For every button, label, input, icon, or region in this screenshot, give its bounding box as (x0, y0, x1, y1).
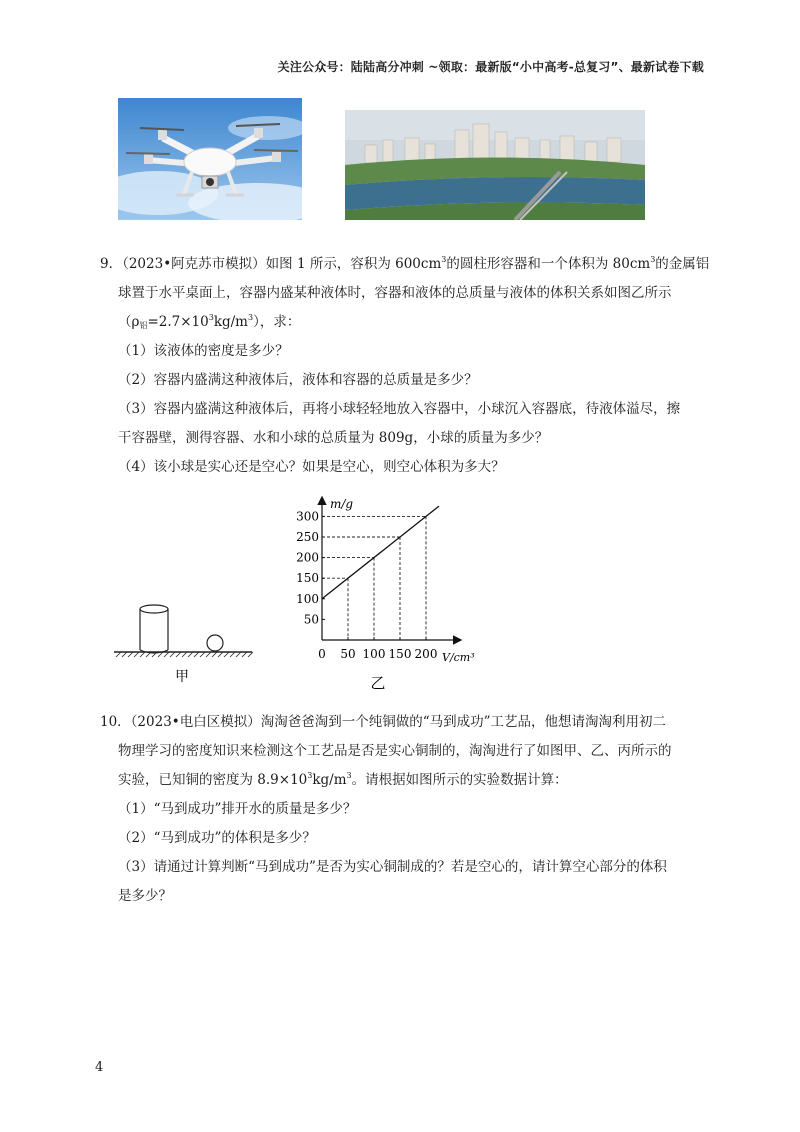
y-tick-label: 200 (296, 550, 319, 565)
q10-sub-question-3-line-2: 是多少？ (118, 888, 172, 904)
table-surface (114, 652, 253, 657)
x-tick-label: 200 (414, 647, 438, 661)
question-10 (100, 708, 710, 911)
drone-photo (118, 98, 302, 220)
y-tick-label: 50 (303, 612, 319, 627)
q10-sub-question-1: （1）“马到成功”排开水的质量是多少？ (118, 801, 357, 817)
y-axis-label: m/g (330, 497, 354, 511)
x-tick-label: 100 (362, 647, 386, 661)
figure-yi-graph (288, 490, 488, 690)
x-tick-label: 50 (340, 647, 356, 661)
city-river-aerial-photo (345, 110, 645, 220)
cylinder-container (140, 605, 168, 653)
q9-line-3: $(\rho_铝=2.7\times 10^3kg/m^3)$，求： (118, 313, 301, 330)
mass-volume-line (322, 506, 439, 599)
page-number: 4 (95, 1060, 104, 1075)
q9-line-1: 9．（2023•阿克苏市模拟）如图 1 所示，容积为 $600cm^3$的圆柱形容器和一个体积为 $80cm^3$的金属铝 (100, 255, 710, 272)
y-tick-label: 150 (296, 571, 319, 586)
q9-sub-question-3-line-2: 干容器壁，测得容器、水和小球的总质量为 809g，小球的质量为多少？ (118, 430, 549, 446)
q10-sub-question-2: （2）“马到成功”的体积是多少？ (118, 830, 316, 846)
q9-sub-question-2: （2）容器内盛满这种液体后，液体和容器的总质量是多少？ (118, 372, 478, 388)
q10-line-2: 物理学习的密度知识来检测这个工艺品是否是实心铜制的，淘淘进行了如图甲、乙、丙所示的 (118, 743, 672, 759)
figure-yi-caption: 乙 (370, 674, 386, 690)
x-tick-label: 150 (388, 647, 412, 661)
q9-sub-question-3-line-1: （3）容器内盛满这种液体后，再将小球轻轻地放入容器中，小球沉入容器底，待液体溢尽，擦 (118, 401, 681, 417)
q10-sub-question-3-line-1: （3）请通过计算判断“马到成功”是否为实心铜制成的？若是空心的，请计算空心部分的体积 (118, 859, 667, 875)
y-tick-label: 300 (296, 509, 319, 524)
q9-sub-question-1: （1）该液体的密度是多少？ (118, 343, 289, 359)
page-header: 关注公众号：陆陆高分冲刺 ~领取：最新版“小中高考-总复习”、最新试卷下载 (277, 60, 704, 74)
q10-line-3: 实验，已知铜的密度为 $8.9\times 10^3kg/m^3$。请根据如图所示的实验数据计算： (118, 771, 568, 788)
origin-label: 0 (318, 647, 326, 661)
q9-line-2: 球置于水平桌面上，容器内盛某种液体时，容器和液体的总质量与液体的体积关系如图乙所示 (118, 285, 672, 301)
aluminum-ball (207, 635, 223, 651)
figure-jia-caption: 甲 (175, 669, 189, 685)
y-tick-label: 250 (296, 530, 319, 544)
y-tick-label: 100 (296, 591, 319, 606)
q9-sub-question-4: （4）该小球是实心还是空心？如果是空心，则空心体积为多大？ (118, 459, 505, 475)
question-9 (100, 250, 710, 482)
x-axis-label: V/cm³ (442, 651, 475, 664)
q10-line-1: 10．（2023•电白区模拟）淘淘爸爸淘到一个纯铜做的“马到成功”工艺品，他想请淘淘利用初二 (100, 714, 667, 730)
figure-jia (112, 595, 257, 685)
